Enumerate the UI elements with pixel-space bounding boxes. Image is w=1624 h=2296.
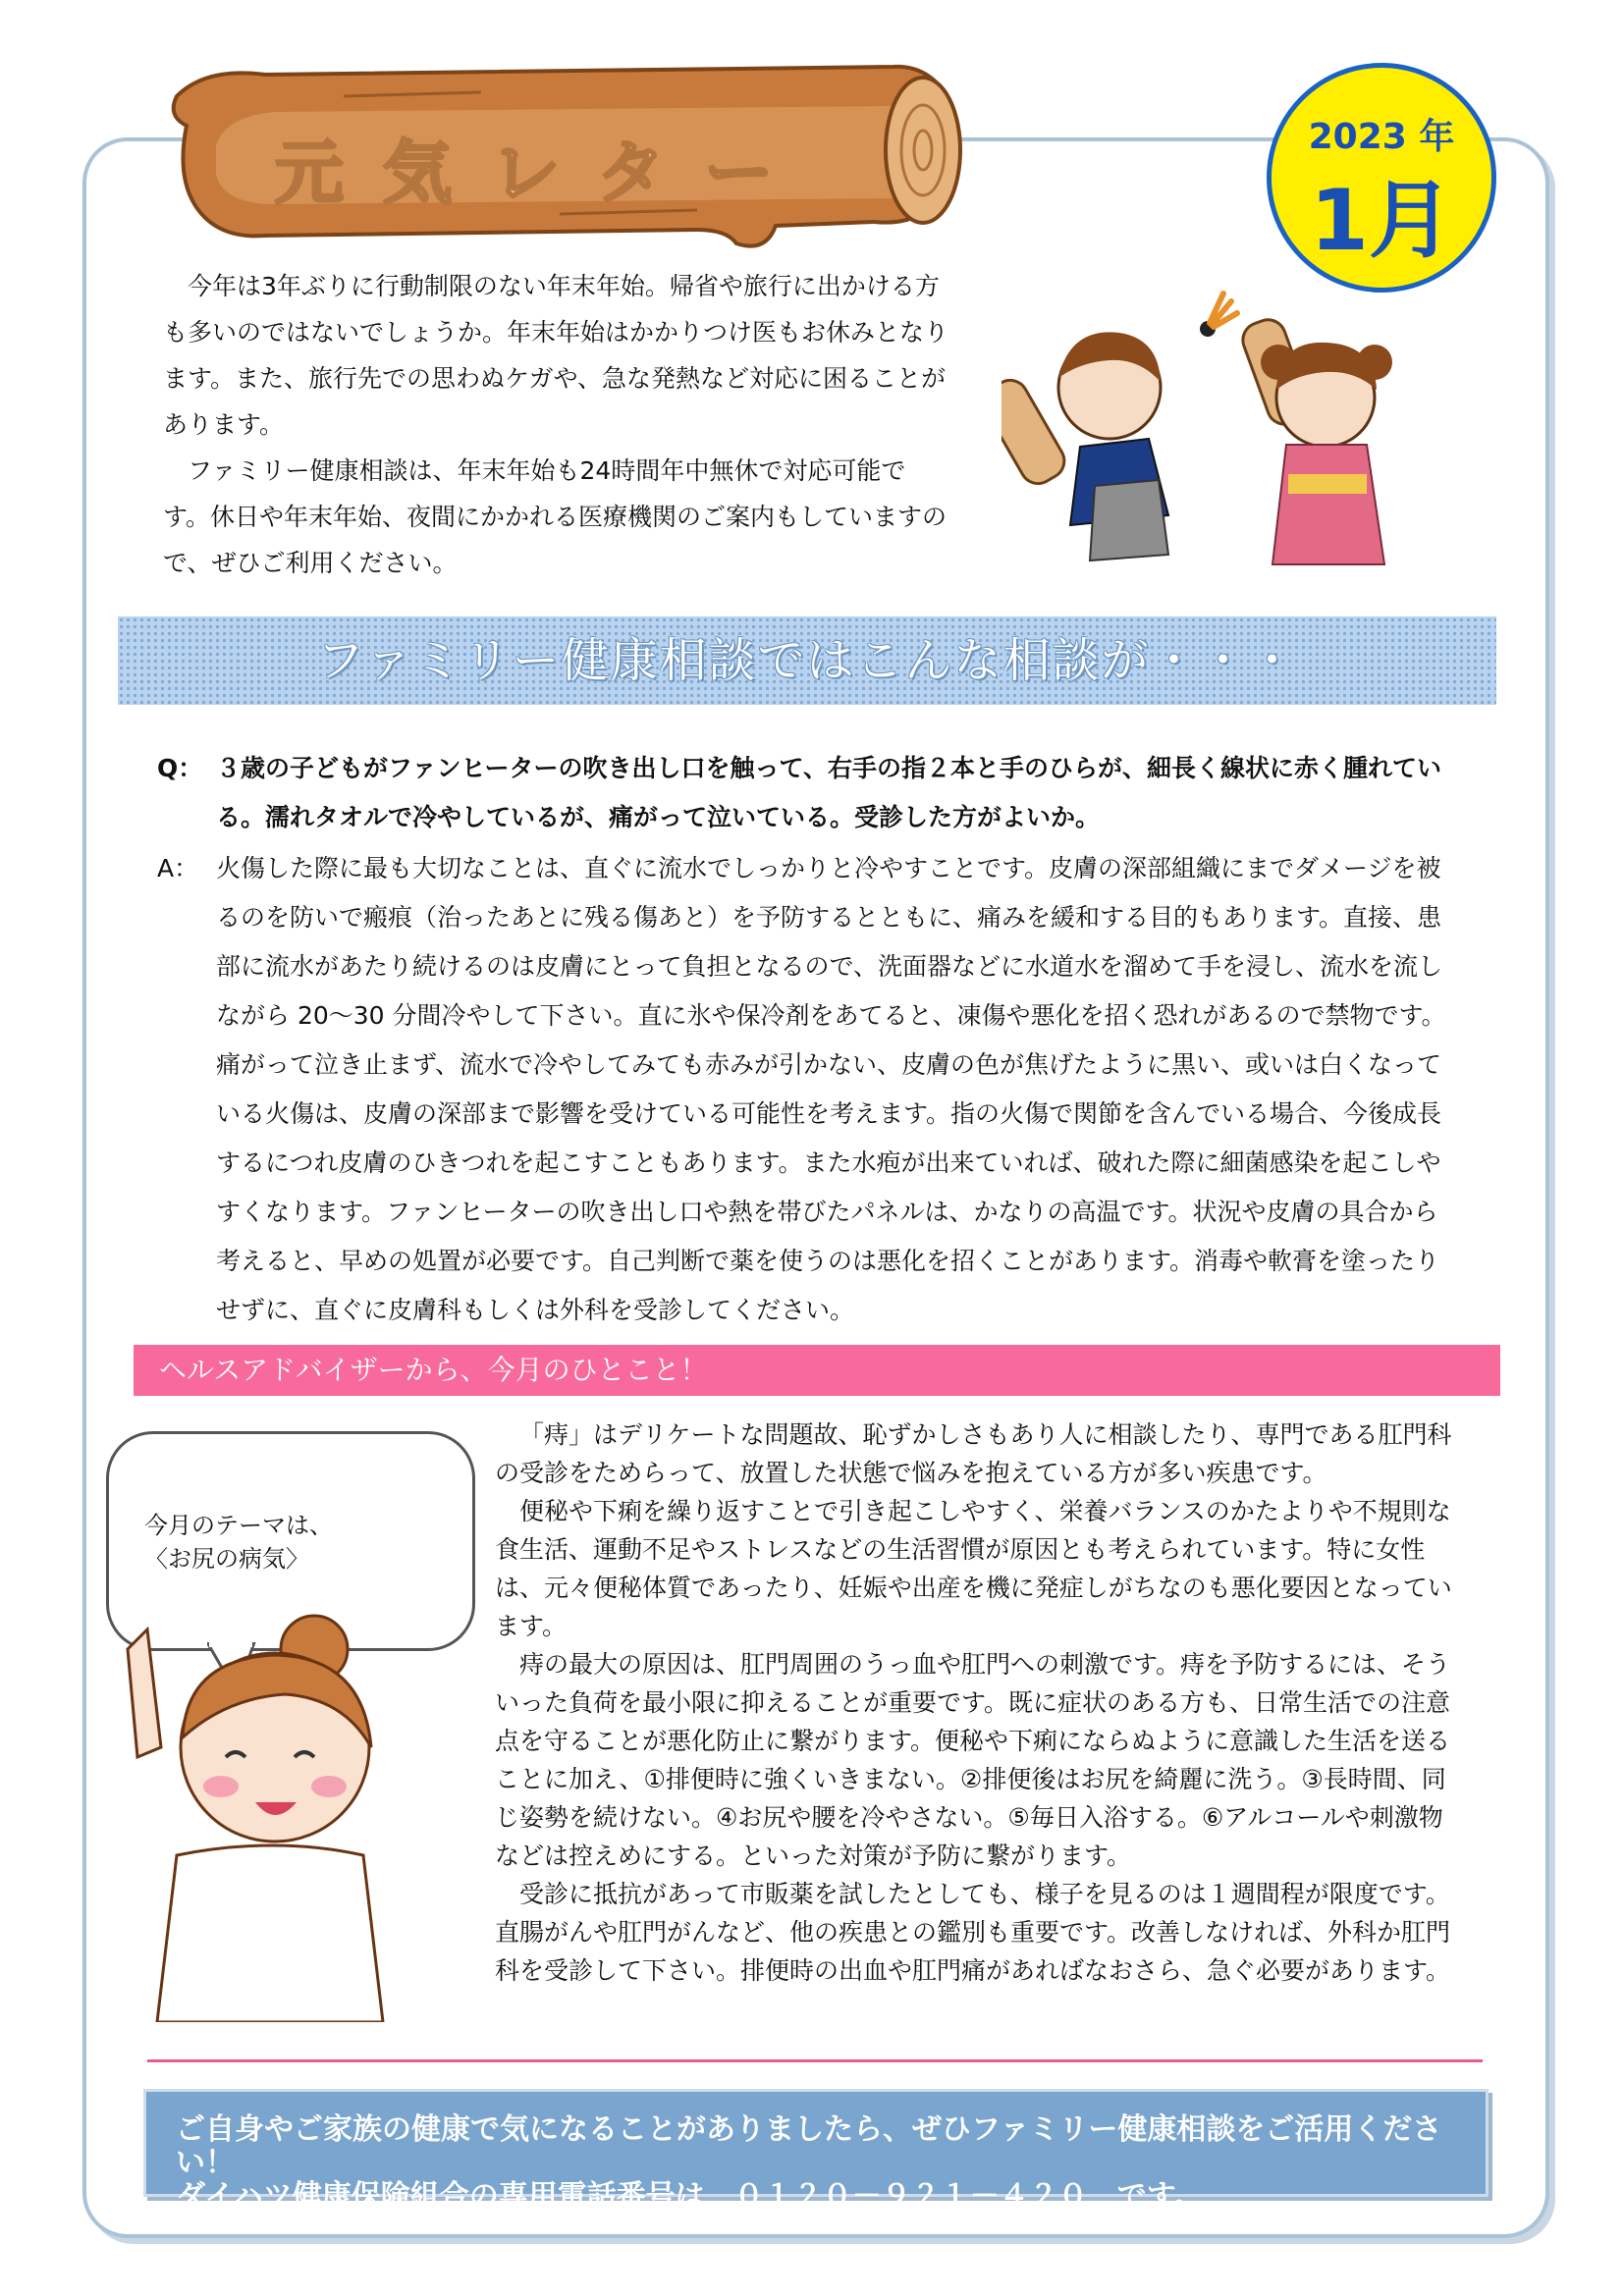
advisor-paragraph-2: 便秘や下痢を繰り返すことで引き起こしやすく、栄養バランスのかたよりや不規則な食生活、運動不足やストレスなどの生活習慣が原因とも考えられています。特に女性は、元々便秘体質であったり、妊娠や出産を機に発症しがちなのも悪化要因となっています。 <box>495 1497 1452 1640</box>
advisor-paragraph-1: 「痔」はデリケートな問題故、恥ずかしさもあり人に相談したり、専門である肛門科の受診をためらって、放置した状態で悩みを抱えている方が多い疾患です。 <box>495 1420 1452 1487</box>
footer-line-1: ご自身やご家族の健康で気になることがありましたら、ぜひファミリー健康相談をご活用ください！ <box>176 2112 1442 2180</box>
advisor-bar: ヘルスアドバイザーから、今月のひとこと！ <box>134 1345 1500 1396</box>
footer-line-2: ダイハツ健康保険組合の専用電話番号は ０１２０－９２１－４２０ です。 <box>176 2179 1204 2214</box>
question-row <box>157 744 1453 842</box>
bubble-line-2: 〈お尻の病気〉 <box>144 1545 309 1573</box>
nurse-icon <box>118 1610 412 2022</box>
section-banner: ファミリー健康相談ではこんな相談が・・・ <box>118 616 1496 705</box>
question-text: ３歳の子どもがファンヒーターの吹き出し口を触って、右手の指２本と手のひらが、細長く線状に赤く腫れている。濡れタオルで冷やしているが、痛がって泣いている。受診した方がよいか。 <box>216 754 1442 831</box>
advisor-text <box>495 1415 1467 1990</box>
date-badge <box>1267 63 1496 293</box>
qa-block <box>157 744 1453 1335</box>
hanetsuki-kids-icon <box>1001 280 1414 574</box>
kids-illustration <box>1001 280 1414 574</box>
badge-year: 2023 年 <box>1308 117 1455 157</box>
advisor-paragraph-3: 痔の最大の原因は、肛門周囲のうっ血や肛門への刺激です。痔を予防するには、そういった負荷を最小限に抑えることが重要です。既に症状のある方も、日常生活での注意点を守ることが悪化防止に繋がります。便秘や下痢にならぬように意識した生活を送ることに加え、①排便時に強くいきまない。②排便後はお尻を綺麗に洗う。③長時間、同じ姿勢を続けない。④お尻や腰を冷やさない。⑤毎日入浴する。⑥アルコールや刺激物などは控えめにする。といった対策が予防に繋がります。 <box>495 1650 1451 1870</box>
separator-line <box>147 2059 1483 2062</box>
page-title: 元気レター <box>275 133 813 213</box>
answer-label: A： <box>157 854 199 882</box>
answer-row <box>157 844 1453 1335</box>
nurse-illustration <box>118 1610 412 2022</box>
intro-paragraph-1: 今年は3年ぶりに行動制限のない年末年始。帰省や旅行に出かける方も多いのではないでしょうか。年末年始はかかりつけ医もお休みとなります。また、旅行先での思わぬケガや、急な発熱など対応に困ることがあります。 <box>163 272 949 439</box>
footer-box <box>143 2089 1489 2214</box>
intro-paragraph-2: ファミリー健康相談は、年末年始も24時間年中無休で対応可能です。休日や年末年始、夜間にかかれる医療機関のご案内もしていますので、ぜひご利用ください。 <box>163 456 947 577</box>
intro-text <box>163 263 948 586</box>
badge-month: 1月 <box>1310 172 1453 270</box>
bubble-text <box>144 1509 333 1575</box>
question-label: Q： <box>157 754 203 782</box>
answer-text: 火傷した際に最も大切なことは、直ぐに流水でしっかりと冷やすことです。皮膚の深部組織にまでダメージを被るのを防いで瘢痕（治ったあとに残る傷あと）を予防するとともに、痛みを緩和する目的もあります。直接、患部に流水があたり続けるのは皮膚にとって負担となるので、洗面器などに水道水を溜めて手を浸し、流水を流しながら 20〜30 分間冷やして下さい。直に氷や保冷剤をあてると、凍傷や悪化を招く恐れがあるので禁物です。痛がって泣き止まず、流水で冷やしてみても赤みが引かない、皮膚の色が焦げたように黒い、或いは白くなっている火傷は、皮膚の深部まで影響を受けている可能性を考えます。指の火傷で関節を含んでいる場合、今後成長するにつれ皮膚のひきつれを起こすこともあります。また水疱が出来ていれば、破れた際に細菌感染を起こしやすくなります。ファンヒーターの吹き出し口や熱を帯びたパネルは、かなりの高温です。状況や皮膚の具合から考えると、早めの処置が必要です。自己判断で薬を使うのは悪化を招くことがあります。消毒や軟膏を塗ったりせずに、直ぐに皮膚科もしくは外科を受診してください。 <box>216 854 1446 1324</box>
bubble-line-1: 今月のテーマは、 <box>144 1512 333 1539</box>
advisor-paragraph-4: 受診に抵抗があって市販薬を試したとしても、様子を見るのは１週間程が限度です。直腸がんや肛門がんなど、他の疾患との鑑別も重要です。改善しなければ、外科か肛門科を受診して下さい。排便時の出血や肛門痛があればなおさら、急ぐ必要があります。 <box>495 1880 1451 1985</box>
